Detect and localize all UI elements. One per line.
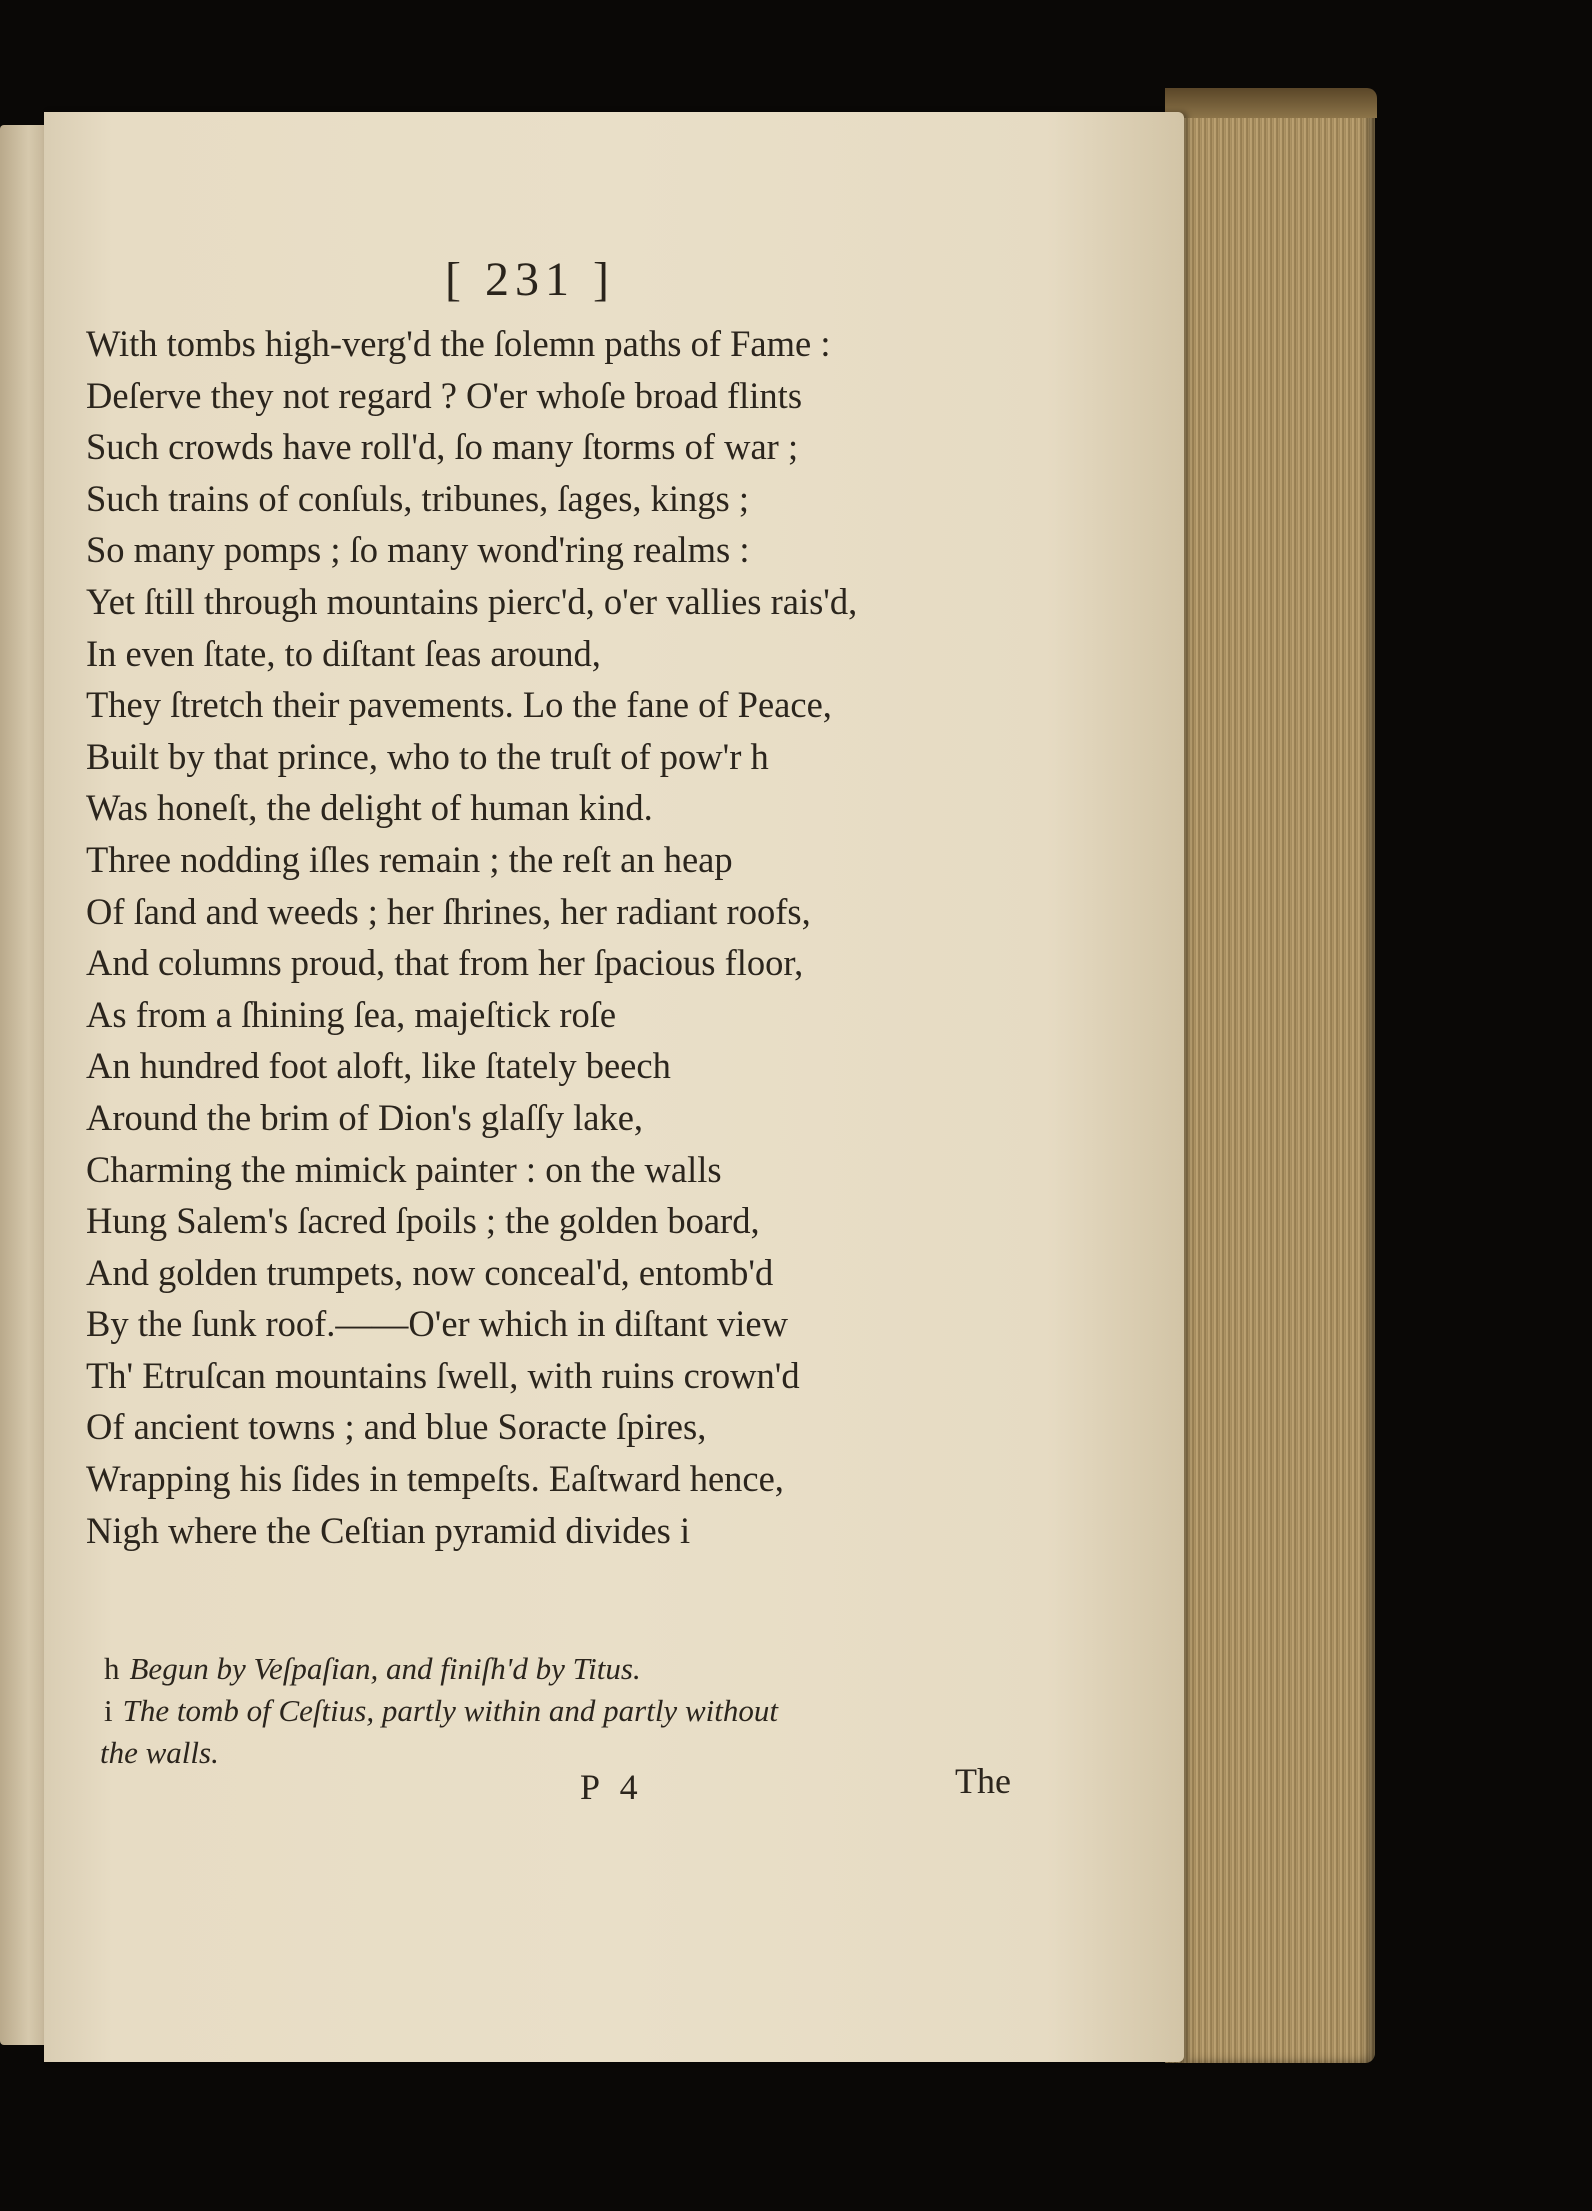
- verse-line: And golden trumpets, now conceal'd, entomb'd: [86, 1251, 774, 1293]
- book-cover-edge: [1165, 88, 1377, 118]
- footnote-text: The tomb of Ceſtius, partly within and partly without: [122, 1693, 778, 1728]
- verse-line: Three nodding iſles remain ; the reſt an heap: [86, 838, 733, 880]
- verse-line: Of ſand and weeds ; her ſhrines, her radiant roofs,: [86, 890, 811, 932]
- verse-line: Of ancient towns ; and blue Soracte ſpires,: [86, 1406, 707, 1448]
- verse-line: Charming the mimick painter : on the walls: [86, 1148, 722, 1190]
- verse-line: As from a ſhining ſea, majeſtick roſe: [86, 993, 617, 1035]
- verse-line: Such crowds have roll'd, ſo many ſtorms of war ;: [86, 426, 799, 468]
- verse-line: So many pomps ; ſo many wond'ring realms :: [86, 529, 750, 571]
- signature-mark: P 4: [580, 1767, 644, 1807]
- verse-line: An hundred foot aloft, like ſtately beech: [86, 1045, 671, 1087]
- footnotes: [100, 1648, 1034, 1774]
- page-edges: [1165, 88, 1375, 2063]
- verse-line: Th' Etruſcan mountains ſwell, with ruins crown'd: [86, 1354, 800, 1396]
- verse-line: In even ſtate, to diſtant ſeas around,: [86, 632, 601, 674]
- verse-line: Such trains of conſuls, tribunes, ſages, kings ;: [86, 477, 750, 519]
- footnote-i: [104, 1690, 1034, 1732]
- verse-line: Yet ſtill through mountains pierc'd, o'er vallies rais'd,: [86, 580, 858, 622]
- footnote-continuation: the walls.: [100, 1735, 219, 1770]
- verse-line: Built by that prince, who to the truſt of pow'r h: [86, 735, 769, 777]
- verse-line: By the ſunk roof.——O'er which in diſtant view: [86, 1303, 788, 1345]
- footnote-mark: h: [104, 1651, 120, 1686]
- footnote-mark: i: [104, 1693, 113, 1728]
- verse-line: Was honeſt, the delight of human kind.: [86, 787, 653, 829]
- verse-line: Around the brim of Dion's glaſſy lake,: [86, 1096, 644, 1138]
- footnote-text: Begun by Veſpaſian, and finiſh'd by Titus.: [129, 1651, 641, 1686]
- verse-line: They ſtretch their pavements. Lo the fane of Peace,: [86, 684, 832, 726]
- verse-line: Hung Salem's ſacred ſpoils ; the golden board,: [86, 1200, 760, 1242]
- catchword: The: [955, 1761, 1011, 1801]
- verse-text: [86, 318, 1046, 1556]
- verse-line: With tombs high-verg'd the ſolemn paths of Fame :: [86, 323, 831, 364]
- footnote-h: [104, 1648, 1034, 1690]
- verse-line: Nigh where the Ceſtian pyramid divides i: [86, 1509, 691, 1551]
- left-page-edge: [0, 125, 48, 2045]
- page-number: [ 231 ]: [445, 253, 615, 306]
- verse-line: Wrapping his ſides in tempeſts. Eaſtward hence,: [86, 1458, 784, 1500]
- verse-line: Deſerve they not regard ? O'er whoſe broad flints: [86, 374, 803, 416]
- verse-line: And columns proud, that from her ſpacious floor,: [86, 942, 804, 984]
